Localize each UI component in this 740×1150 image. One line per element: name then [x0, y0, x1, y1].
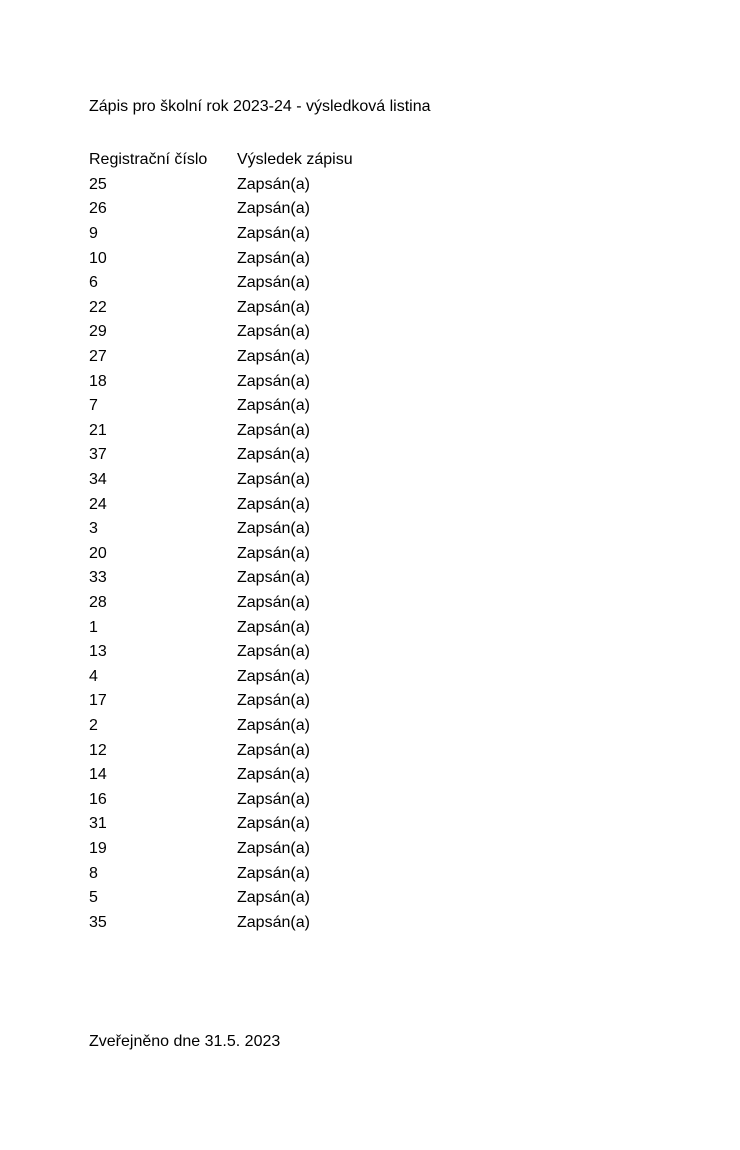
registration-number-cell: 6 [89, 274, 98, 292]
registration-number-cell: 35 [89, 913, 107, 931]
result-cell: Zapsán(a) [237, 766, 310, 784]
registration-number-cell: 33 [89, 569, 107, 587]
table-row [89, 640, 353, 665]
result-cell: Zapsán(a) [237, 618, 310, 636]
table-row [89, 173, 353, 198]
registration-number-cell: 3 [89, 520, 98, 538]
registration-number-cell: 5 [89, 889, 98, 907]
registration-number-cell: 13 [89, 643, 107, 661]
registration-number-cell: 31 [89, 815, 107, 833]
table-row [89, 492, 353, 517]
registration-number-cell: 27 [89, 348, 107, 366]
registration-number-cell: 18 [89, 372, 107, 390]
registration-number-cell: 2 [89, 716, 98, 734]
table-row [89, 468, 353, 493]
registration-number-cell: 7 [89, 397, 98, 415]
table-header-row [89, 148, 353, 173]
registration-number-cell: 20 [89, 544, 107, 562]
registration-number-cell: 28 [89, 593, 107, 611]
table-row [89, 542, 353, 567]
table-row [89, 591, 353, 616]
table-row [89, 787, 353, 812]
table-row [89, 320, 353, 345]
result-cell: Zapsán(a) [237, 889, 310, 907]
result-cell: Zapsán(a) [237, 298, 310, 316]
result-cell: Zapsán(a) [237, 175, 310, 193]
result-cell: Zapsán(a) [237, 323, 310, 341]
header-result: Výsledek zápisu [237, 151, 353, 169]
table-row [89, 812, 353, 837]
registration-number-cell: 17 [89, 692, 107, 710]
result-cell: Zapsán(a) [237, 471, 310, 489]
table-row [89, 369, 353, 394]
registration-number-cell: 4 [89, 667, 98, 685]
table-row [89, 861, 353, 886]
results-table-body [89, 173, 353, 935]
table-row [89, 714, 353, 739]
registration-number-cell: 29 [89, 323, 107, 341]
registration-number-cell: 8 [89, 864, 98, 882]
result-cell: Zapsán(a) [237, 667, 310, 685]
table-row [89, 664, 353, 689]
result-cell: Zapsán(a) [237, 913, 310, 931]
result-cell: Zapsán(a) [237, 225, 310, 243]
table-row [89, 615, 353, 640]
registration-number-cell: 26 [89, 200, 107, 218]
result-cell: Zapsán(a) [237, 593, 310, 611]
table-row [89, 910, 353, 935]
result-cell: Zapsán(a) [237, 397, 310, 415]
result-cell: Zapsán(a) [237, 249, 310, 267]
table-row [89, 837, 353, 862]
result-cell: Zapsán(a) [237, 643, 310, 661]
table-row [89, 345, 353, 370]
registration-number-cell: 25 [89, 175, 107, 193]
registration-number-cell: 9 [89, 225, 98, 243]
table-row [89, 246, 353, 271]
table-row [89, 566, 353, 591]
result-cell: Zapsán(a) [237, 495, 310, 513]
registration-number-cell: 34 [89, 471, 107, 489]
table-row [89, 763, 353, 788]
result-cell: Zapsán(a) [237, 716, 310, 734]
result-cell: Zapsán(a) [237, 692, 310, 710]
result-cell: Zapsán(a) [237, 741, 310, 759]
table-row [89, 271, 353, 296]
result-cell: Zapsán(a) [237, 544, 310, 562]
result-cell: Zapsán(a) [237, 864, 310, 882]
registration-number-cell: 14 [89, 766, 107, 784]
registration-number-cell: 1 [89, 618, 98, 636]
result-cell: Zapsán(a) [237, 446, 310, 464]
header-registration-number: Registrační číslo [89, 151, 208, 169]
result-cell: Zapsán(a) [237, 839, 310, 857]
registration-number-cell: 12 [89, 741, 107, 759]
table-row [89, 886, 353, 911]
published-date: Zveřejněno dne 31.5. 2023 [89, 1033, 281, 1050]
table-row [89, 296, 353, 321]
table-row [89, 197, 353, 222]
registration-number-cell: 21 [89, 421, 107, 439]
result-cell: Zapsán(a) [237, 520, 310, 538]
registration-number-cell: 10 [89, 249, 107, 267]
table-row [89, 738, 353, 763]
table-row [89, 222, 353, 247]
registration-number-cell: 19 [89, 839, 107, 857]
registration-number-cell: 22 [89, 298, 107, 316]
table-row [89, 394, 353, 419]
result-cell: Zapsán(a) [237, 372, 310, 390]
results-table [89, 148, 353, 935]
table-row [89, 443, 353, 468]
registration-number-cell: 24 [89, 495, 107, 513]
result-cell: Zapsán(a) [237, 200, 310, 218]
registration-number-cell: 16 [89, 790, 107, 808]
table-row [89, 419, 353, 444]
result-cell: Zapsán(a) [237, 815, 310, 833]
result-cell: Zapsán(a) [237, 274, 310, 292]
result-cell: Zapsán(a) [237, 421, 310, 439]
registration-number-cell: 37 [89, 446, 107, 464]
document-title: Zápis pro školní rok 2023-24 - výsledková listina [89, 98, 431, 115]
table-row [89, 689, 353, 714]
result-cell: Zapsán(a) [237, 569, 310, 587]
result-cell: Zapsán(a) [237, 348, 310, 366]
result-cell: Zapsán(a) [237, 790, 310, 808]
table-row [89, 517, 353, 542]
